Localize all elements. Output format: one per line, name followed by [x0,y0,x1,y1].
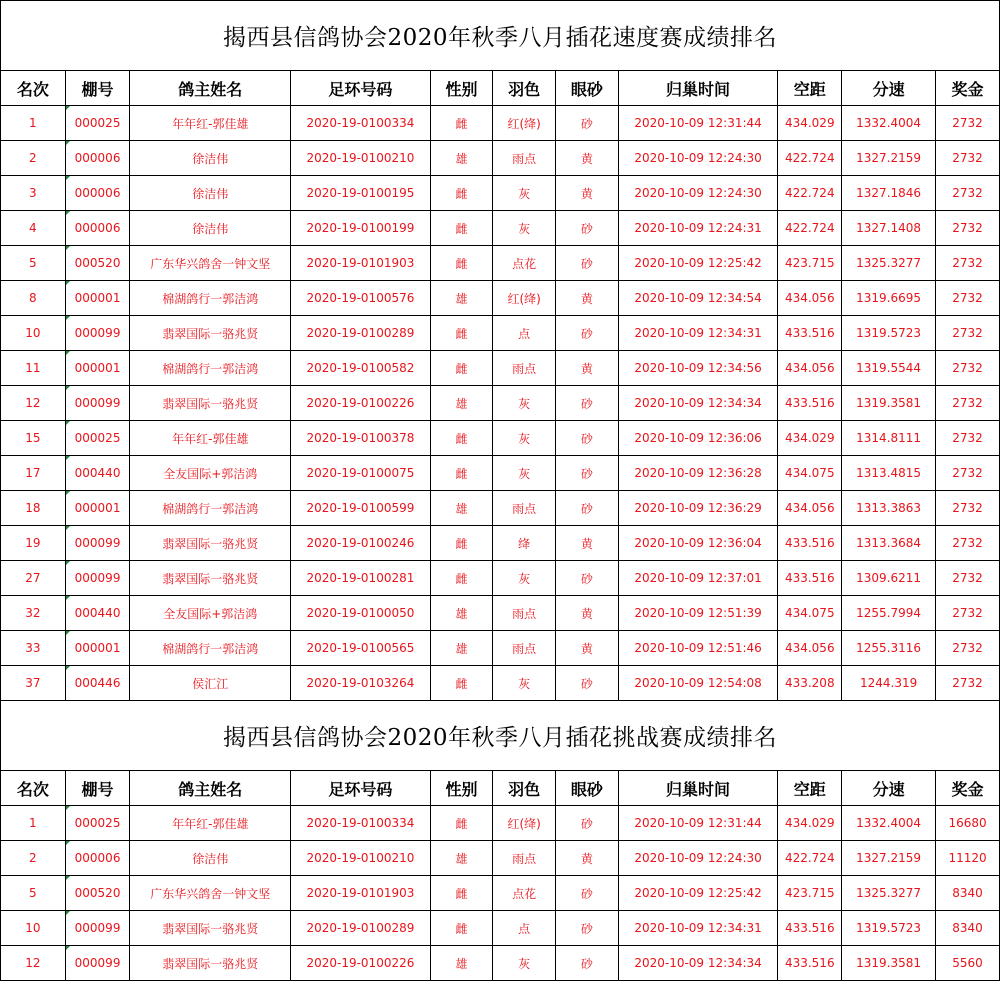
cell-speed: 1319.5544 [842,351,936,386]
cell-return-time: 2020-10-09 12:36:06 [618,421,778,456]
cell-sex: 雄 [430,281,493,316]
cell-owner-name: 年年红-郭佳雄 [130,806,291,841]
cell-rank: 8 [1,281,66,316]
cell-sex: 雌 [430,106,493,141]
cell-feather-color: 灰 [493,211,556,246]
cell-rank: 2 [1,841,66,876]
cell-rank: 18 [1,491,66,526]
cell-distance: 434.029 [778,806,842,841]
cell-distance: 434.029 [778,421,842,456]
cell-loft-no: 000446 [65,666,130,701]
cell-return-time: 2020-10-09 12:36:04 [618,526,778,561]
cell-rank: 19 [1,526,66,561]
cell-loft-no: 000099 [65,386,130,421]
column-header-loft-no: 棚号 [65,71,130,106]
cell-prize: 2732 [936,456,1000,491]
cell-feather-color: 灰 [493,666,556,701]
cell-return-time: 2020-10-09 12:34:56 [618,351,778,386]
cell-distance: 434.056 [778,281,842,316]
cell-rank: 15 [1,421,66,456]
cell-eye-sand: 砂 [556,456,619,491]
cell-feather-color: 灰 [493,456,556,491]
cell-loft-no: 000006 [65,176,130,211]
cell-owner-name: 棉湖鸽行一郭洁鸿 [130,491,291,526]
column-header-distance: 空距 [778,771,842,806]
cell-rank: 37 [1,666,66,701]
cell-loft-no: 000025 [65,106,130,141]
cell-speed: 1244.319 [842,666,936,701]
cell-owner-name: 翡翠国际一骆兆贤 [130,526,291,561]
cell-loft-no: 000099 [65,911,130,946]
cell-eye-sand: 砂 [556,316,619,351]
cell-distance: 433.516 [778,946,842,981]
cell-prize: 2732 [936,561,1000,596]
cell-owner-name: 徐洁伟 [130,176,291,211]
cell-ring-number: 2020-19-0100199 [291,211,431,246]
cell-ring-number: 2020-19-0100246 [291,526,431,561]
cell-eye-sand: 砂 [556,666,619,701]
cell-rank: 4 [1,211,66,246]
cell-ring-number: 2020-19-0100289 [291,911,431,946]
cell-ring-number: 2020-19-0101903 [291,246,431,281]
cell-distance: 434.075 [778,456,842,491]
cell-return-time: 2020-10-09 12:25:42 [618,876,778,911]
cell-owner-name: 翡翠国际一骆兆贤 [130,911,291,946]
cell-sex: 雄 [430,631,493,666]
cell-distance: 422.724 [778,176,842,211]
cell-sex: 雌 [430,526,493,561]
cell-loft-no: 000520 [65,246,130,281]
cell-prize: 2732 [936,246,1000,281]
cell-speed: 1309.6211 [842,561,936,596]
cell-rank: 3 [1,176,66,211]
cell-return-time: 2020-10-09 12:34:31 [618,911,778,946]
cell-owner-name: 翡翠国际一骆兆贤 [130,386,291,421]
cell-feather-color: 灰 [493,176,556,211]
cell-eye-sand: 黄 [556,351,619,386]
cell-ring-number: 2020-19-0100226 [291,946,431,981]
cell-sex: 雌 [430,806,493,841]
cell-eye-sand: 砂 [556,211,619,246]
cell-distance: 433.516 [778,526,842,561]
table-row [1,806,1000,841]
table-row [1,526,1000,561]
cell-sex: 雄 [430,141,493,176]
cell-prize: 2732 [936,596,1000,631]
column-header-speed: 分速 [842,71,936,106]
cell-feather-color: 灰 [493,946,556,981]
column-header-owner-name: 鸽主姓名 [130,771,291,806]
cell-return-time: 2020-10-09 12:34:34 [618,946,778,981]
cell-rank: 10 [1,911,66,946]
cell-owner-name: 翡翠国际一骆兆贤 [130,946,291,981]
cell-rank: 10 [1,316,66,351]
cell-loft-no: 000006 [65,211,130,246]
cell-distance: 434.056 [778,491,842,526]
table-row [1,281,1000,316]
cell-speed: 1319.3581 [842,946,936,981]
cell-speed: 1327.2159 [842,141,936,176]
section-title: 揭西县信鸽协会2020年秋季八月插花挑战赛成绩排名 [1,701,1000,771]
cell-distance: 433.516 [778,316,842,351]
cell-loft-no: 000006 [65,841,130,876]
cell-distance: 433.208 [778,666,842,701]
cell-return-time: 2020-10-09 12:24:30 [618,841,778,876]
cell-eye-sand: 砂 [556,911,619,946]
cell-speed: 1319.3581 [842,386,936,421]
cell-sex: 雄 [430,386,493,421]
cell-sex: 雌 [430,246,493,281]
column-header-row [1,71,1000,106]
cell-prize: 2732 [936,491,1000,526]
column-header-owner-name: 鸽主姓名 [130,71,291,106]
cell-feather-color: 雨点 [493,631,556,666]
table-row [1,876,1000,911]
cell-feather-color: 灰 [493,421,556,456]
column-header-feather-color: 羽色 [493,71,556,106]
cell-owner-name: 徐洁伟 [130,141,291,176]
table-row [1,386,1000,421]
cell-eye-sand: 砂 [556,806,619,841]
cell-speed: 1313.3863 [842,491,936,526]
cell-loft-no: 000025 [65,421,130,456]
cell-prize: 2732 [936,526,1000,561]
cell-owner-name: 徐洁伟 [130,841,291,876]
cell-loft-no: 000099 [65,561,130,596]
cell-owner-name: 全友国际+郭洁鸿 [130,596,291,631]
cell-owner-name: 翡翠国际一骆兆贤 [130,316,291,351]
cell-loft-no: 000001 [65,491,130,526]
table-row [1,106,1000,141]
cell-return-time: 2020-10-09 12:25:42 [618,246,778,281]
cell-speed: 1313.4815 [842,456,936,491]
cell-return-time: 2020-10-09 12:51:46 [618,631,778,666]
cell-distance: 434.056 [778,631,842,666]
cell-distance: 422.724 [778,211,842,246]
table-row [1,211,1000,246]
column-header-return-time: 归巢时间 [618,71,778,106]
cell-return-time: 2020-10-09 12:24:30 [618,141,778,176]
cell-ring-number: 2020-19-0100378 [291,421,431,456]
cell-speed: 1313.3684 [842,526,936,561]
cell-prize: 2732 [936,316,1000,351]
cell-distance: 433.516 [778,561,842,596]
cell-feather-color: 点 [493,316,556,351]
table-row [1,561,1000,596]
cell-distance: 433.516 [778,911,842,946]
cell-distance: 433.516 [778,386,842,421]
cell-return-time: 2020-10-09 12:34:54 [618,281,778,316]
cell-ring-number: 2020-19-0100050 [291,596,431,631]
cell-eye-sand: 砂 [556,491,619,526]
column-header-eye-sand: 眼砂 [556,71,619,106]
cell-loft-no: 000025 [65,806,130,841]
cell-sex: 雌 [430,421,493,456]
cell-prize: 16680 [936,806,1000,841]
cell-speed: 1325.3277 [842,876,936,911]
cell-loft-no: 000440 [65,596,130,631]
cell-speed: 1319.5723 [842,911,936,946]
cell-prize: 8340 [936,911,1000,946]
cell-eye-sand: 黄 [556,526,619,561]
cell-speed: 1255.7994 [842,596,936,631]
table-row [1,176,1000,211]
cell-eye-sand: 黄 [556,596,619,631]
cell-eye-sand: 砂 [556,246,619,281]
cell-prize: 2732 [936,386,1000,421]
cell-return-time: 2020-10-09 12:34:34 [618,386,778,421]
cell-eye-sand: 黄 [556,841,619,876]
cell-speed: 1332.4004 [842,106,936,141]
cell-owner-name: 徐洁伟 [130,211,291,246]
cell-owner-name: 全友国际+郭洁鸿 [130,456,291,491]
cell-ring-number: 2020-19-0100195 [291,176,431,211]
table-row [1,246,1000,281]
column-header-speed: 分速 [842,771,936,806]
cell-return-time: 2020-10-09 12:34:31 [618,316,778,351]
column-header-eye-sand: 眼砂 [556,771,619,806]
cell-speed: 1325.3277 [842,246,936,281]
cell-speed: 1327.2159 [842,841,936,876]
cell-ring-number: 2020-19-0100210 [291,841,431,876]
cell-speed: 1319.6695 [842,281,936,316]
column-header-row [1,771,1000,806]
cell-distance: 422.724 [778,141,842,176]
cell-speed: 1332.4004 [842,806,936,841]
cell-return-time: 2020-10-09 12:37:01 [618,561,778,596]
cell-sex: 雄 [430,841,493,876]
cell-prize: 2732 [936,211,1000,246]
cell-return-time: 2020-10-09 12:31:44 [618,106,778,141]
cell-feather-color: 绛 [493,526,556,561]
cell-feather-color: 雨点 [493,351,556,386]
cell-return-time: 2020-10-09 12:36:28 [618,456,778,491]
cell-rank: 2 [1,141,66,176]
cell-prize: 2732 [936,351,1000,386]
cell-rank: 27 [1,561,66,596]
cell-sex: 雌 [430,316,493,351]
cell-speed: 1327.1846 [842,176,936,211]
cell-return-time: 2020-10-09 12:31:44 [618,806,778,841]
cell-prize: 2732 [936,141,1000,176]
column-header-ring-number: 足环号码 [291,771,431,806]
cell-return-time: 2020-10-09 12:51:39 [618,596,778,631]
table-row [1,491,1000,526]
cell-sex: 雌 [430,561,493,596]
cell-distance: 423.715 [778,876,842,911]
cell-ring-number: 2020-19-0100565 [291,631,431,666]
column-header-prize: 奖金 [936,771,1000,806]
cell-loft-no: 000006 [65,141,130,176]
cell-speed: 1314.8111 [842,421,936,456]
table-row [1,456,1000,491]
section-title-row [1,701,1000,771]
cell-ring-number: 2020-19-0100599 [291,491,431,526]
cell-sex: 雌 [430,876,493,911]
cell-owner-name: 棉湖鸽行一郭洁鸿 [130,351,291,386]
cell-distance: 423.715 [778,246,842,281]
cell-eye-sand: 黄 [556,141,619,176]
table-row [1,841,1000,876]
cell-return-time: 2020-10-09 12:24:31 [618,211,778,246]
column-header-rank: 名次 [1,771,66,806]
cell-eye-sand: 砂 [556,561,619,596]
cell-ring-number: 2020-19-0100334 [291,106,431,141]
cell-rank: 11 [1,351,66,386]
cell-eye-sand: 砂 [556,946,619,981]
cell-owner-name: 年年红-郭佳雄 [130,421,291,456]
cell-rank: 32 [1,596,66,631]
cell-prize: 2732 [936,631,1000,666]
cell-eye-sand: 砂 [556,421,619,456]
cell-rank: 33 [1,631,66,666]
cell-loft-no: 000099 [65,526,130,561]
table-row [1,141,1000,176]
cell-sex: 雌 [430,176,493,211]
cell-owner-name: 棉湖鸽行一郭洁鸿 [130,281,291,316]
cell-rank: 12 [1,946,66,981]
cell-return-time: 2020-10-09 12:54:08 [618,666,778,701]
cell-sex: 雌 [430,211,493,246]
cell-loft-no: 000099 [65,316,130,351]
table-row [1,351,1000,386]
cell-owner-name: 翡翠国际一骆兆贤 [130,561,291,596]
column-header-sex: 性别 [430,71,493,106]
cell-rank: 5 [1,246,66,281]
cell-ring-number: 2020-19-0100075 [291,456,431,491]
cell-distance: 422.724 [778,841,842,876]
cell-sex: 雄 [430,596,493,631]
cell-prize: 11120 [936,841,1000,876]
cell-eye-sand: 砂 [556,386,619,421]
cell-feather-color: 点 [493,911,556,946]
cell-owner-name: 年年红-郭佳雄 [130,106,291,141]
table-row [1,596,1000,631]
column-header-sex: 性别 [430,771,493,806]
table-row [1,946,1000,981]
cell-owner-name: 棉湖鸽行一郭洁鸿 [130,631,291,666]
cell-feather-color: 灰 [493,561,556,596]
table-row [1,316,1000,351]
cell-speed: 1327.1408 [842,211,936,246]
cell-feather-color: 红(绛) [493,806,556,841]
cell-eye-sand: 砂 [556,106,619,141]
cell-speed: 1255.3116 [842,631,936,666]
column-header-rank: 名次 [1,71,66,106]
cell-speed: 1319.5723 [842,316,936,351]
cell-sex: 雌 [430,351,493,386]
section-title: 揭西县信鸽协会2020年秋季八月插花速度赛成绩排名 [1,1,1000,71]
cell-feather-color: 雨点 [493,491,556,526]
cell-feather-color: 红(绛) [493,106,556,141]
cell-feather-color: 雨点 [493,596,556,631]
cell-feather-color: 雨点 [493,141,556,176]
cell-rank: 1 [1,106,66,141]
cell-feather-color: 红(绛) [493,281,556,316]
cell-prize: 5560 [936,946,1000,981]
column-header-return-time: 归巢时间 [618,771,778,806]
cell-owner-name: 广东华兴鸽舍一钟文坚 [130,246,291,281]
cell-ring-number: 2020-19-0100226 [291,386,431,421]
cell-ring-number: 2020-19-0100210 [291,141,431,176]
cell-feather-color: 灰 [493,386,556,421]
cell-eye-sand: 黄 [556,281,619,316]
cell-return-time: 2020-10-09 12:36:29 [618,491,778,526]
cell-feather-color: 点花 [493,246,556,281]
cell-return-time: 2020-10-09 12:24:30 [618,176,778,211]
cell-prize: 2732 [936,176,1000,211]
cell-ring-number: 2020-19-0101903 [291,876,431,911]
table-row [1,631,1000,666]
cell-ring-number: 2020-19-0103264 [291,666,431,701]
cell-sex: 雌 [430,666,493,701]
cell-rank: 12 [1,386,66,421]
cell-loft-no: 000440 [65,456,130,491]
cell-distance: 434.029 [778,106,842,141]
table-row [1,666,1000,701]
column-header-feather-color: 羽色 [493,771,556,806]
cell-ring-number: 2020-19-0100576 [291,281,431,316]
column-header-ring-number: 足环号码 [291,71,431,106]
cell-feather-color: 点花 [493,876,556,911]
column-header-loft-no: 棚号 [65,771,130,806]
cell-sex: 雄 [430,946,493,981]
cell-rank: 17 [1,456,66,491]
cell-distance: 434.075 [778,596,842,631]
cell-prize: 2732 [936,106,1000,141]
table-row [1,421,1000,456]
cell-owner-name: 侯汇江 [130,666,291,701]
cell-distance: 434.056 [778,351,842,386]
cell-ring-number: 2020-19-0100334 [291,806,431,841]
cell-loft-no: 000520 [65,876,130,911]
cell-rank: 1 [1,806,66,841]
cell-loft-no: 000001 [65,631,130,666]
cell-prize: 2732 [936,281,1000,316]
cell-loft-no: 000001 [65,281,130,316]
section-title-row [1,1,1000,71]
cell-prize: 2732 [936,666,1000,701]
cell-sex: 雄 [430,491,493,526]
cell-owner-name: 广东华兴鸽舍一钟文坚 [130,876,291,911]
cell-prize: 8340 [936,876,1000,911]
column-header-prize: 奖金 [936,71,1000,106]
cell-prize: 2732 [936,421,1000,456]
cell-loft-no: 000099 [65,946,130,981]
cell-sex: 雌 [430,911,493,946]
cell-eye-sand: 黄 [556,176,619,211]
cell-feather-color: 雨点 [493,841,556,876]
cell-ring-number: 2020-19-0100289 [291,316,431,351]
table-row [1,911,1000,946]
cell-eye-sand: 砂 [556,876,619,911]
column-header-distance: 空距 [778,71,842,106]
cell-sex: 雌 [430,456,493,491]
cell-ring-number: 2020-19-0100281 [291,561,431,596]
cell-ring-number: 2020-19-0100582 [291,351,431,386]
cell-rank: 5 [1,876,66,911]
cell-eye-sand: 黄 [556,631,619,666]
cell-loft-no: 000001 [65,351,130,386]
